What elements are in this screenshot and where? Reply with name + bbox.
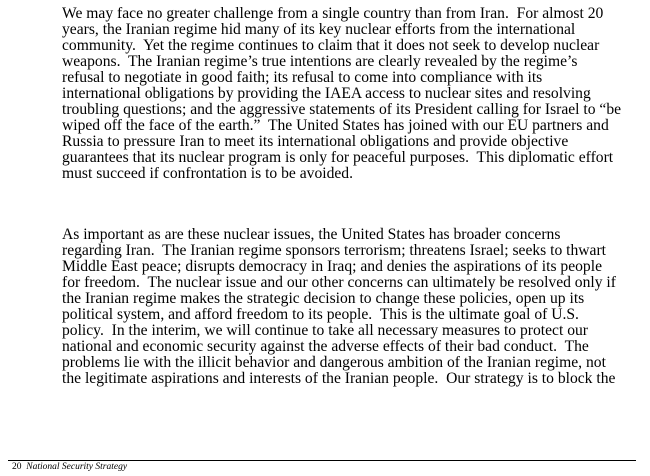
text-line: policy. In the interim, we will continue to take all necessary measures to protect our <box>62 322 588 339</box>
text-line: Middle East peace; disrupts democracy in Iraq; and denies the aspirations of its people <box>62 258 602 275</box>
text-line: must succeed if confrontation is to be avoided. <box>62 165 354 182</box>
text-line: troubling questions; and the aggressive statements of its President calling for Israel to “be <box>62 101 622 118</box>
body-paragraph-2 <box>62 227 650 387</box>
text-line: As important as are these nuclear issues, the United States has broader concerns <box>62 226 561 243</box>
text-line: the Iranian regime makes the strategic decision to change these policies, open up its <box>62 290 585 307</box>
footer-document-title: National Security Strategy <box>26 462 128 472</box>
text-line: Russia to pressure Iran to meet its international obligations and provide objective <box>62 133 569 150</box>
page-footer <box>12 461 127 473</box>
text-line: weapons. The Iranian regime’s true intentions are clearly revealed by the regime’s <box>62 53 578 70</box>
text-line: guarantees that its nuclear program is only for peaceful purposes. This diplomatic effort <box>62 149 614 166</box>
text-line: wiped off the face of the earth.” The United States has joined with our EU partners and <box>62 117 609 134</box>
text-line: the legitimate aspirations and interests of the Iranian people. Our strategy is to block the <box>62 370 616 387</box>
page-number: 20 <box>12 462 22 472</box>
text-line: refusal to negotiate in good faith; its refusal to come into compliance with its <box>62 69 543 86</box>
text-line: years, the Iranian regime hid many of its key nuclear efforts from the international <box>62 21 576 38</box>
text-line: community. Yet the regime continues to claim that it does not seek to develop nuclear <box>62 37 600 54</box>
text-line: for freedom. The nuclear issue and our other concerns can ultimately be resolved only if <box>62 274 616 291</box>
text-line: international obligations by providing the IAEA access to nuclear sites and resolving <box>62 85 591 102</box>
text-line: problems lie with the illicit behavior and dangerous ambition of the Iranian regime, not <box>62 354 606 371</box>
text-line: We may face no greater challenge from a single country than from Iran. For almost 20 <box>62 5 604 22</box>
text-line: regarding Iran. The Iranian regime sponsors terrorism; threatens Israel; seeks to thwart <box>62 242 607 259</box>
text-line: political system, and afford freedom to its people. This is the ultimate goal of U.S. <box>62 306 579 323</box>
text-line: national and economic security against the adverse effects of their bad conduct. The <box>62 338 589 355</box>
body-paragraph-1 <box>62 6 650 182</box>
